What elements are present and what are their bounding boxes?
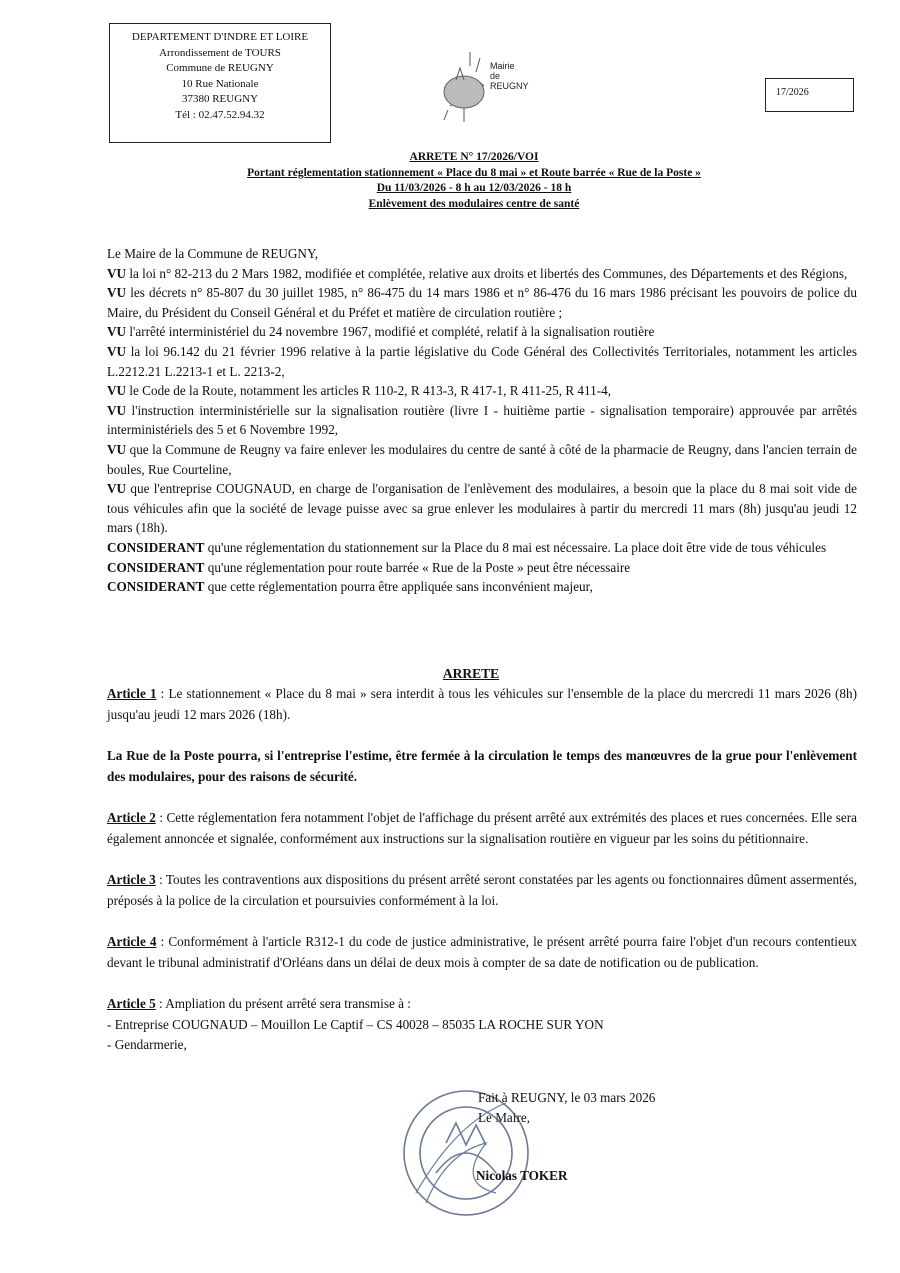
department-header-box xyxy=(109,23,331,143)
preamble xyxy=(107,244,857,597)
title-line-3: Du 11/03/2026 - 8 h au 12/03/2026 - 18 h xyxy=(376,182,572,194)
intro: Le Maire de la Commune de REUGNY, xyxy=(107,246,319,261)
vu-item: VU que l'entreprise COUGNAUD, en charge de l'organisation de l'enlèvement des modulaires, a besoin que la place du 8 mai soit vide de tous véhicules afin que la société de levage puisse avec sa grue enlever les modulaires à partir du mercredi 11 mars (8h) jusqu'au jeudi 12 mars (18h). xyxy=(107,481,857,536)
recipient: - Entreprise COUGNAUD – Mouillon Le Captif – CS 40028 – 85035 LA ROCHE SUR YON xyxy=(107,1016,604,1032)
title-line-1: ARRETE N° 17/2026/VOI xyxy=(409,151,539,163)
dept-line: 37380 REUGNY xyxy=(181,93,259,105)
vu-item: VU la loi 96.142 du 21 février 1996 relative à la partie législative du Code Général des Collectivités Territoriales, notamment les articles L.2212.21 L.2213-1 et L. 2213-2, xyxy=(107,343,857,379)
vu-item: VU les décrets n° 85-807 du 30 juillet 1985, n° 86-475 du 14 mars 1986 et n° 86-476 du 16 mars 1986 précisant les pouvoirs de police du Maire, du Président du Conseil Général et du Préfet et matière de circulation routière ; xyxy=(107,285,857,320)
article-3: Article 3 : Toutes les contraventions aux dispositions du présent arrêté seront constatées par les agents ou fonctionnaires dûment assermentés, préposés à la police de la circulation et poursuivies conformément à la loi. xyxy=(107,872,857,908)
vu-item: VU l'arrêté interministériel du 24 novembre 1967, modifié et complété, relatif à la signalisation routière xyxy=(107,324,655,340)
vu-item: VU que la Commune de Reugny va faire enlever les modulaires du centre de santé à côté de la pharmacie de Reugny, dans l'ancien terrain de boules, Rue Courteline, xyxy=(107,441,857,477)
arrete-heading: ARRETE xyxy=(442,666,500,681)
articles xyxy=(107,684,857,1056)
dept-line: Arrondissement de TOURS xyxy=(159,46,281,59)
vu-item: VU le Code de la Route, notamment les articles R 110-2, R 413-3, R 417-1, R 411-25, R 411-4, xyxy=(107,383,611,399)
place-date: Fait à REUGNY, le 03 mars 2026 xyxy=(478,1090,656,1105)
dept-line: DEPARTEMENT D'INDRE ET LOIRE xyxy=(131,31,309,43)
vu-item: VU l'instruction interministérielle sur la signalisation routière (livre I - huitième partie - signalisation temporaire) approuvée par arrêtés interministériels des 5 et 6 Novembre 1992, xyxy=(107,402,857,438)
recipient: - Gendarmerie, xyxy=(107,1037,187,1052)
arrete-title xyxy=(0,150,900,212)
dept-line: 10 Rue Nationale xyxy=(181,77,259,90)
article-4: Article 4 : Conformément à l'article R312-1 du code de justice administrative, le présent arrêté pourra faire l'objet d'un recours contentieux devant le tribunal administratif d'Orléans dans un délai de deux mois à compter de sa date de notification ou de publication. xyxy=(107,934,857,970)
dept-line: Commune de REUGNY xyxy=(166,62,274,74)
considerant-item: CONSIDERANT que cette réglementation pourra être appliquée sans inconvénient majeur, xyxy=(107,579,593,595)
signature-block xyxy=(478,1088,655,1128)
title-line-2: Portant réglementation stationnement « Place du 8 mai » et Route barrée « Rue de la Poste » xyxy=(247,166,701,179)
dept-line: Tél : 02.47.52.94.32 xyxy=(175,108,265,121)
article-1: Article 1 : Le stationnement « Place du 8 mai » sera interdit à tous les véhicules sur l'ensemble de la place du mercredi 11 mars 2026 (8h) jusqu'au jeudi 12 mars 2026 (18h). xyxy=(107,686,858,722)
article-5: Article 5 : Ampliation du présent arrêté sera transmise à : xyxy=(107,996,411,1011)
rue-poste-paragraph: La Rue de la Poste pourra, si l'entreprise l'estime, être fermée à la circulation le temps des manœuvres de la grue pour l'enlèvement des modulaires, pour des raisons de sécurité. xyxy=(107,748,857,784)
considerant-item: CONSIDERANT qu'une réglementation pour route barrée « Rue de la Poste » peut être nécessaire xyxy=(107,559,631,575)
title-line-4: Enlèvement des modulaires centre de santé xyxy=(368,197,580,210)
considerant-item: CONSIDERANT qu'une réglementation du stationnement sur la Place du 8 mai est nécessaire. La place doit être vide de tous véhicules xyxy=(107,539,827,555)
logo-text: Mairie de REUGNY xyxy=(490,61,529,91)
vu-item: VU la loi n° 82-213 du 2 Mars 1982, modifiée et complétée, relative aux droits et libertés des Communes, des Départements et des Régions, xyxy=(107,265,848,281)
article-2: Article 2 : Cette réglementation fera notamment l'objet de l'affichage du présent arrêté aux extrémités des places et rues concernées. Elle sera également annoncée et signalée, conformément aux instructions sur la signalisation routière en vigueur par les soins du pétitionnaire. xyxy=(107,810,857,846)
signatory-role: Le Maire, xyxy=(478,1110,530,1125)
signatory-name: Nicolas TOKER xyxy=(476,1168,568,1183)
arrete-number-box: 17/2026 xyxy=(765,78,854,112)
